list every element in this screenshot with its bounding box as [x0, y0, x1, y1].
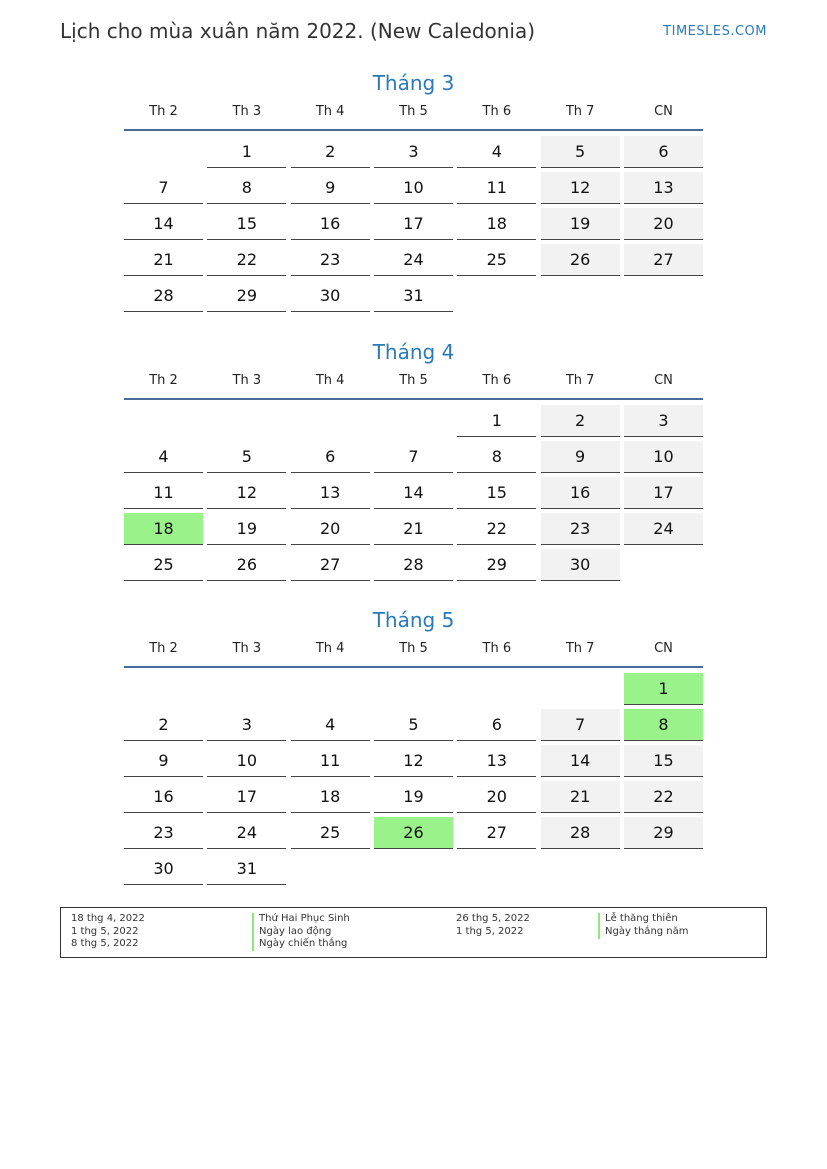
legend-holiday-name: Ngày thắng năm [598, 926, 689, 939]
empty-cell [374, 405, 453, 436]
day-cell[interactable]: 27 [291, 549, 370, 581]
legend-date: 1 thg 5, 2022 [71, 926, 139, 937]
month-may [124, 604, 703, 889]
weekday-label: Th 7 [565, 104, 595, 119]
weekday-header [124, 636, 703, 668]
holiday-day-cell[interactable]: 8 [624, 709, 703, 741]
day-cell[interactable]: 9 [291, 172, 370, 204]
weekday-label: Th 6 [482, 104, 512, 119]
day-cell[interactable]: 2 [124, 709, 203, 741]
empty-cell [207, 673, 286, 704]
day-cell[interactable]: 24 [374, 244, 453, 276]
day-cell[interactable]: 3 [374, 136, 453, 168]
page-title: Lịch cho mùa xuân năm 2022. (New Caledonia) [60, 19, 536, 43]
day-cell[interactable]: 12 [374, 745, 453, 777]
weekday-label: Th 4 [315, 104, 345, 119]
day-grid [124, 136, 703, 316]
weekday-label: Th 4 [315, 641, 345, 656]
day-cell[interactable]: 2 [291, 136, 370, 168]
empty-cell [124, 136, 203, 167]
day-cell[interactable]: 5 [541, 136, 620, 168]
empty-cell [124, 405, 203, 436]
day-cell[interactable]: 13 [624, 172, 703, 204]
day-cell[interactable]: 2 [541, 405, 620, 437]
day-cell[interactable]: 31 [207, 853, 286, 885]
weekday-label: Th 4 [315, 373, 345, 388]
day-cell[interactable]: 19 [541, 208, 620, 240]
day-cell[interactable]: 6 [291, 441, 370, 473]
day-grid [124, 673, 703, 889]
legend-holiday-name: Ngày lao động [252, 926, 331, 939]
day-cell[interactable]: 5 [207, 441, 286, 473]
weekday-label: Th 6 [482, 641, 512, 656]
weekday-label: Th 3 [232, 373, 262, 388]
empty-cell [291, 405, 370, 436]
day-cell[interactable]: 16 [541, 477, 620, 509]
weekday-label: CN [654, 104, 673, 119]
day-cell[interactable]: 30 [541, 549, 620, 581]
day-cell[interactable]: 24 [624, 513, 703, 545]
legend-holiday-name: Thứ Hai Phục Sinh [252, 913, 350, 926]
legend-holiday-name: Ngày chiến thắng [252, 938, 347, 951]
day-cell[interactable]: 4 [291, 709, 370, 741]
day-cell[interactable]: 16 [124, 781, 203, 813]
legend-holiday-name: Lễ thăng thiên [598, 913, 678, 926]
day-cell[interactable]: 19 [207, 513, 286, 545]
day-cell[interactable]: 28 [374, 549, 453, 581]
weekday-label: Th 3 [232, 104, 262, 119]
holiday-day-cell[interactable]: 18 [124, 513, 203, 545]
day-cell[interactable]: 20 [457, 781, 536, 813]
day-cell[interactable]: 5 [374, 709, 453, 741]
weekday-label: Th 7 [565, 641, 595, 656]
day-cell[interactable]: 27 [624, 244, 703, 276]
weekday-label: Th 2 [149, 641, 178, 656]
day-cell[interactable]: 12 [207, 477, 286, 509]
day-cell[interactable]: 18 [291, 781, 370, 813]
weekday-label: Th 3 [232, 641, 262, 656]
weekday-header [124, 99, 703, 131]
day-cell[interactable]: 28 [124, 280, 203, 312]
day-cell[interactable]: 26 [541, 244, 620, 276]
day-cell[interactable]: 15 [207, 208, 286, 240]
legend-date: 18 thg 4, 2022 [71, 913, 145, 924]
day-cell[interactable]: 19 [374, 781, 453, 813]
day-cell[interactable]: 29 [624, 817, 703, 849]
day-cell[interactable]: 25 [291, 817, 370, 849]
day-cell[interactable]: 20 [291, 513, 370, 545]
day-cell[interactable]: 9 [541, 441, 620, 473]
day-cell[interactable]: 20 [624, 208, 703, 240]
day-cell[interactable]: 17 [207, 781, 286, 813]
day-cell[interactable]: 12 [541, 172, 620, 204]
legend-date: 8 thg 5, 2022 [71, 938, 139, 949]
weekday-header [124, 368, 703, 400]
day-cell[interactable]: 15 [624, 745, 703, 777]
day-cell[interactable]: 23 [124, 817, 203, 849]
legend-date: 1 thg 5, 2022 [456, 926, 524, 937]
day-cell[interactable]: 21 [374, 513, 453, 545]
day-cell[interactable]: 13 [291, 477, 370, 509]
day-cell[interactable]: 14 [124, 208, 203, 240]
day-cell[interactable]: 9 [124, 745, 203, 777]
day-cell[interactable]: 21 [124, 244, 203, 276]
weekday-label: CN [654, 373, 673, 388]
day-cell[interactable]: 10 [207, 745, 286, 777]
day-cell[interactable]: 11 [457, 172, 536, 204]
day-cell[interactable]: 16 [291, 208, 370, 240]
day-cell[interactable]: 7 [541, 709, 620, 741]
day-cell[interactable]: 27 [457, 817, 536, 849]
day-cell[interactable]: 29 [457, 549, 536, 581]
day-cell[interactable]: 17 [624, 477, 703, 509]
day-cell[interactable]: 10 [374, 172, 453, 204]
day-cell[interactable]: 22 [207, 244, 286, 276]
day-cell[interactable]: 7 [374, 441, 453, 473]
day-cell[interactable]: 13 [457, 745, 536, 777]
day-cell[interactable]: 7 [124, 172, 203, 204]
day-cell[interactable]: 3 [624, 405, 703, 437]
day-cell[interactable]: 31 [374, 280, 453, 312]
day-cell[interactable]: 8 [457, 441, 536, 473]
day-grid [124, 405, 703, 585]
weekday-label: Th 5 [399, 373, 428, 388]
empty-cell [207, 405, 286, 436]
empty-cell [374, 673, 453, 704]
month-march [124, 67, 703, 316]
day-cell[interactable]: 28 [541, 817, 620, 849]
day-cell[interactable]: 23 [291, 244, 370, 276]
day-cell[interactable]: 4 [124, 441, 203, 473]
day-cell[interactable]: 22 [624, 781, 703, 813]
day-cell[interactable]: 23 [541, 513, 620, 545]
day-cell[interactable]: 25 [457, 244, 536, 276]
holiday-day-cell[interactable]: 26 [374, 817, 453, 849]
month-april [124, 336, 703, 585]
empty-cell [541, 673, 620, 704]
day-cell[interactable]: 15 [457, 477, 536, 509]
day-cell[interactable]: 1 [207, 136, 286, 168]
month-title: Tháng 4 [372, 340, 455, 364]
holiday-legend [60, 907, 767, 958]
day-cell[interactable]: 6 [457, 709, 536, 741]
day-cell[interactable]: 30 [124, 853, 203, 885]
weekday-label: Th 2 [149, 373, 178, 388]
day-cell[interactable]: 30 [291, 280, 370, 312]
brand-link[interactable]: TIMESLES.COM [663, 24, 767, 39]
day-cell[interactable]: 10 [624, 441, 703, 473]
day-cell[interactable]: 6 [624, 136, 703, 168]
legend-date: 26 thg 5, 2022 [456, 913, 530, 924]
day-cell[interactable]: 14 [541, 745, 620, 777]
day-cell[interactable]: 24 [207, 817, 286, 849]
day-cell[interactable]: 22 [457, 513, 536, 545]
empty-cell [291, 673, 370, 704]
day-cell[interactable]: 3 [207, 709, 286, 741]
holiday-day-cell[interactable]: 1 [624, 673, 703, 705]
weekday-label: Th 5 [399, 104, 428, 119]
empty-cell [457, 673, 536, 704]
month-title: Tháng 5 [372, 608, 455, 632]
day-cell[interactable]: 11 [291, 745, 370, 777]
weekday-label: CN [654, 641, 673, 656]
day-cell[interactable]: 1 [457, 405, 536, 437]
day-cell[interactable]: 21 [541, 781, 620, 813]
day-cell[interactable]: 11 [124, 477, 203, 509]
day-cell[interactable]: 17 [374, 208, 453, 240]
weekday-label: Th 7 [565, 373, 595, 388]
empty-cell [124, 673, 203, 704]
day-cell[interactable]: 4 [457, 136, 536, 168]
weekday-label: Th 6 [482, 373, 512, 388]
weekday-label: Th 2 [149, 104, 178, 119]
day-cell[interactable]: 8 [207, 172, 286, 204]
day-cell[interactable]: 18 [457, 208, 536, 240]
month-title: Tháng 3 [372, 71, 455, 95]
day-cell[interactable]: 26 [207, 549, 286, 581]
day-cell[interactable]: 25 [124, 549, 203, 581]
day-cell[interactable]: 14 [374, 477, 453, 509]
weekday-label: Th 5 [399, 641, 428, 656]
day-cell[interactable]: 29 [207, 280, 286, 312]
